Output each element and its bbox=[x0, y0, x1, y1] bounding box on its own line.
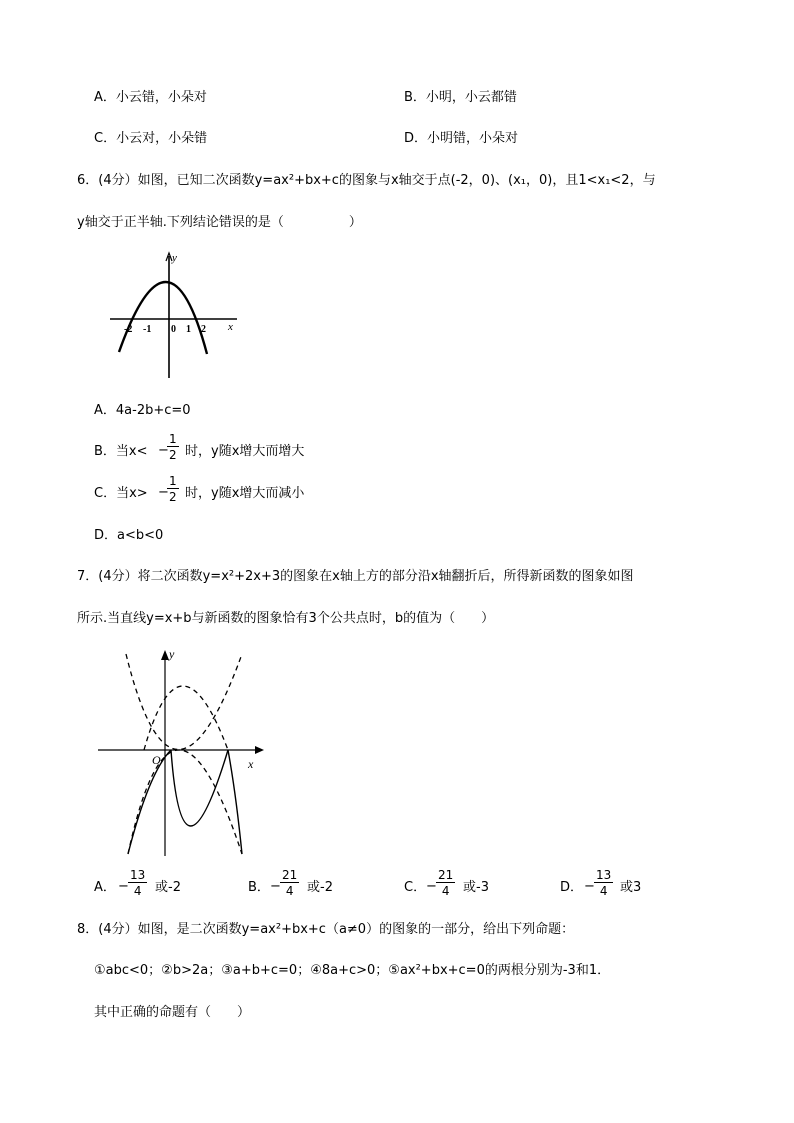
fraction-denominator: 4 bbox=[285, 884, 294, 898]
q7-x-arrow bbox=[255, 746, 264, 754]
q7-option-a-tail: 或-2 bbox=[155, 880, 181, 895]
fraction-denominator: 2 bbox=[169, 448, 177, 462]
q7-option-d-tail: 或3 bbox=[620, 880, 642, 895]
q7-option-c-letter: C． bbox=[404, 880, 427, 895]
q7-option-c-fraction bbox=[436, 869, 455, 897]
q6-option-c-prefix: C．当x> bbox=[94, 486, 148, 501]
fraction-denominator: 2 bbox=[169, 490, 177, 504]
q6-x-label: x bbox=[228, 321, 233, 333]
q7-folded-parabola-graph bbox=[92, 646, 272, 858]
fraction-numerator: 21 bbox=[282, 868, 298, 882]
q6-tick-label: -1 bbox=[143, 324, 152, 335]
q6-parabola bbox=[119, 282, 207, 354]
q5-option-a: A．小云错，小朵对 bbox=[94, 90, 207, 105]
fraction-numerator: 21 bbox=[438, 868, 454, 882]
q5-option-c: C．小云对，小朵错 bbox=[94, 131, 208, 146]
q7-option-c-minus: − bbox=[426, 879, 437, 894]
q7-option-b-letter: B． bbox=[248, 880, 270, 895]
q6-option-c-fraction bbox=[167, 475, 179, 503]
q6-option-d: D．a<b<0 bbox=[94, 528, 164, 543]
q5-option-b: B．小明，小云都错 bbox=[404, 90, 517, 105]
q6-parabola-graph bbox=[100, 248, 250, 383]
fraction-numerator: 13 bbox=[130, 868, 146, 882]
q7-dashed-parabola bbox=[128, 750, 242, 854]
q7-option-a-letter: A． bbox=[94, 880, 116, 895]
q7-x-label: x bbox=[248, 757, 254, 771]
fraction-numerator: 13 bbox=[596, 868, 612, 882]
q6-tick-label: 0 bbox=[171, 324, 176, 335]
q7-folded-part bbox=[171, 750, 228, 826]
q8-stem: 8．(4分）如图，是二次函数y=ax²+bx+c（a≠0）的图象的一部分，给出下列命题： bbox=[77, 922, 575, 937]
q5-option-d: D．小明错，小朵对 bbox=[404, 131, 519, 146]
q7-stem-line2: 所示.当直线y=x+b与新函数的图象恰有3个公共点时，b的值为（ ） bbox=[77, 611, 495, 626]
q6-tick-label: 2 bbox=[201, 324, 206, 335]
q7-stem-line1: 7．(4分）将二次函数y=x²+2x+3的图象在x轴上方的部分沿x轴翻折后，所得新函数的图象如图 bbox=[77, 569, 634, 584]
q7-option-d-minus: − bbox=[584, 879, 595, 894]
q6-option-b-prefix: B．当x< bbox=[94, 444, 148, 459]
q7-option-b-tail: 或-2 bbox=[307, 880, 333, 895]
q7-option-b-fraction bbox=[280, 869, 299, 897]
q7-option-a-fraction bbox=[128, 869, 147, 897]
q7-option-a-minus: − bbox=[118, 879, 129, 894]
q7-upper-dashed-arc bbox=[144, 686, 228, 750]
fraction-numerator: 1 bbox=[169, 432, 177, 446]
q6-stem-line2: y轴交于正半轴.下列结论错误的是（ ） bbox=[77, 215, 362, 230]
fraction-numerator: 1 bbox=[169, 474, 177, 488]
q6-option-c-suffix: 时，y随x增大而减小 bbox=[185, 486, 305, 501]
q6-option-b-minus: − bbox=[158, 443, 169, 458]
fraction-denominator: 4 bbox=[599, 884, 608, 898]
q7-original-parabola-upper bbox=[126, 654, 242, 750]
q8-propositions: ①abc<0；②b>2a；③a+b+c=0；④8a+c>0；⑤ax²+bx+c=0的两根分别为-3和1． bbox=[94, 963, 611, 978]
q6-option-b-suffix: 时，y随x增大而增大 bbox=[185, 444, 305, 459]
q7-option-d-letter: D． bbox=[560, 880, 584, 895]
q6-tick-label: 1 bbox=[186, 324, 191, 335]
q7-option-b-minus: − bbox=[270, 879, 281, 894]
fraction-denominator: 4 bbox=[441, 884, 450, 898]
q6-y-label: y bbox=[172, 252, 177, 264]
q6-option-a: A．4a-2b+c=0 bbox=[94, 403, 191, 418]
q7-y-arrow bbox=[161, 650, 169, 660]
q7-option-d-fraction bbox=[594, 869, 613, 897]
q8-question: 其中正确的命题有（ ） bbox=[94, 1005, 251, 1020]
q7-origin-label: O bbox=[152, 753, 161, 767]
fraction-denominator: 4 bbox=[133, 884, 142, 898]
q7-y-label: y bbox=[169, 647, 175, 661]
q6-option-c-minus: − bbox=[158, 485, 169, 500]
q6-tick-label: -2 bbox=[124, 324, 133, 335]
q6-stem-line1: 6．(4分）如图，已知二次函数y=ax²+bx+c的图象与x轴交于点(-2，0)、(x₁，0)，且1<x₁<2，与 bbox=[77, 173, 656, 188]
q7-option-c-tail: 或-3 bbox=[463, 880, 489, 895]
q6-option-b-fraction bbox=[167, 433, 179, 461]
